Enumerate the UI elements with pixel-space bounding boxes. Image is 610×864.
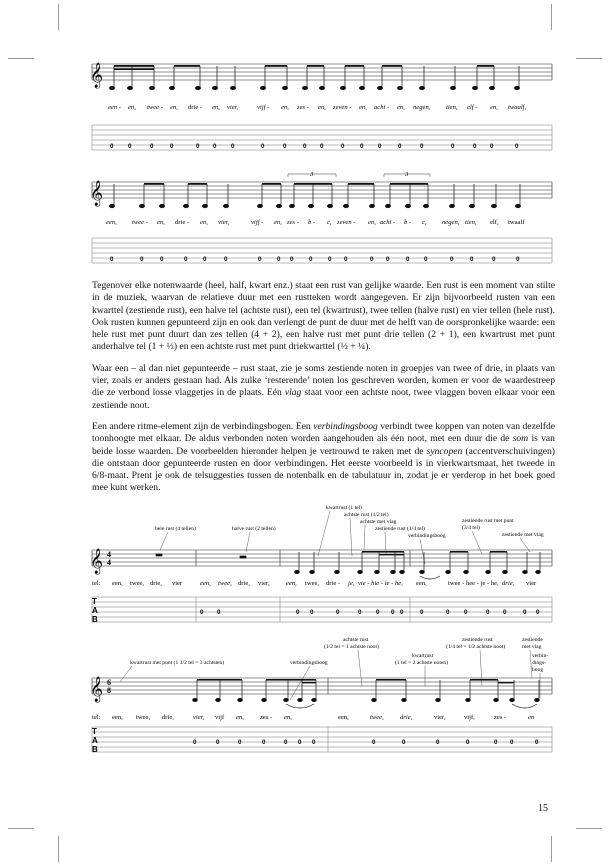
lyric: b - (404, 219, 412, 226)
music-example-row-1 (0, 0, 610, 160)
tab-numbers-row-1 (110, 143, 519, 150)
count: drie, (400, 714, 413, 721)
count: drie, (150, 580, 162, 587)
lyrics-row-1 (108, 104, 526, 111)
annotation-label: zestiende rust (1/4 tel) (375, 526, 425, 532)
lyric: vier, (227, 104, 239, 111)
lyric: drie - (188, 104, 203, 111)
tab-number: 0 (470, 256, 474, 263)
beams-row-2 (144, 183, 428, 185)
tab-numbers-row-2 (110, 256, 520, 263)
tab-number: 0 (486, 609, 490, 616)
count-label: tel: (92, 580, 101, 587)
tab-number: 0 (110, 256, 114, 263)
annotation-label: (1/4 tel = 1/2 achtste noot) (446, 644, 506, 650)
count: drie - (326, 580, 341, 587)
count: je, (348, 580, 355, 587)
tab-number: 0 (510, 739, 514, 746)
notes-row-1 (109, 66, 519, 90)
annotation-label: (1/2 tel = 1 achtste noot) (324, 644, 379, 650)
tab-number: 0 (213, 143, 217, 150)
tab-number: 0 (160, 256, 164, 263)
lyric: en, (490, 104, 498, 111)
tab-number: 0 (535, 739, 539, 746)
annotation-label: zestiende met vlag (502, 532, 544, 538)
triplet-number: 3 (405, 171, 409, 178)
tab-number: 0 (193, 739, 197, 746)
tab-number: 0 (312, 739, 316, 746)
tab-number: 0 (398, 143, 402, 150)
tab-number: 0 (262, 739, 266, 746)
paragraph: Waar een – al dan niet gepunteerde – rust staat, zie je soms zestiende noten in groepjes van twee of drie, in plaats van vier, zoals er anders gestaan had. Als zulke ‘resterende’ noten los geschreven worden, komen er voor de waardestreep die ze verbond losse vlaggetjes in de plaats. Eén vlag staat voor een achtste noot, twee vlaggen boven elkaar voor een zestiende noot. (92, 362, 555, 411)
lyric: b - (308, 219, 316, 226)
tab-letter: A (92, 606, 98, 615)
tab-number: 0 (238, 739, 242, 746)
lyric: acht - (380, 219, 396, 226)
annotation-label: dings- (532, 660, 546, 666)
annotation-label: hele rust (4 tellen) (155, 526, 196, 532)
count: twee, (218, 580, 232, 587)
crop-mark (58, 836, 59, 862)
time-signature-top: 4 (107, 550, 111, 559)
tab-number: 0 (283, 143, 287, 150)
tab-number: 0 (277, 256, 281, 263)
lyric: en, (170, 104, 178, 111)
tab-number: 0 (196, 143, 200, 150)
annotation-label: zestiende (522, 637, 543, 643)
count: een, (416, 580, 427, 587)
tab-letter: T (92, 597, 97, 606)
tab-number: 0 (110, 143, 114, 150)
count: vier, (258, 580, 270, 587)
tab-number: 0 (378, 143, 382, 150)
lyric: vijf - (257, 104, 270, 111)
tab-number: 0 (451, 143, 455, 150)
tab-number: 0 (473, 143, 477, 150)
body-text (92, 280, 555, 504)
page-number: 15 (538, 803, 548, 814)
notes-ex2 (193, 680, 540, 702)
lyric: elf - (467, 104, 478, 111)
tab-number: 0 (284, 739, 288, 746)
annotation-label: verbindingsboog (408, 533, 446, 539)
lyric: en, (368, 219, 376, 226)
tab-number: 0 (216, 739, 220, 746)
annotation-label: halve rust (2 tellen) (232, 526, 276, 532)
crop-mark (576, 828, 602, 829)
tab-number: 0 (140, 256, 144, 263)
count: een, (112, 714, 123, 721)
lyric: en, (281, 104, 289, 111)
lyric: twee - (132, 219, 148, 226)
lyric: een - (108, 104, 121, 111)
lyric: zeven - (333, 104, 352, 111)
staff-lines (92, 550, 552, 566)
lyric: vier, (218, 219, 230, 226)
tab-letter: A (92, 736, 98, 745)
beams-ex1 (362, 551, 507, 555)
annotation-label: (1 tel = 2 achtste noten) (395, 660, 449, 666)
rest-example-4-4 (0, 500, 610, 630)
beams-ex2 (197, 679, 514, 683)
crop-mark (551, 836, 552, 862)
music-example-row-2 (0, 160, 610, 270)
count: drie, (502, 580, 515, 587)
tie (512, 704, 537, 708)
tab-number: 0 (336, 609, 340, 616)
tab-number: 0 (320, 143, 324, 150)
treble-clef: 𝄞 (90, 181, 104, 206)
beams-row-1 (114, 65, 494, 70)
lyric: acht - (374, 104, 390, 111)
tab-number: 0 (503, 609, 507, 616)
tab-number: 0 (217, 609, 221, 616)
lyric: vijf - (251, 219, 264, 226)
tab-number: 0 (386, 256, 390, 263)
lyric: en, (128, 104, 136, 111)
tab-number: 0 (536, 609, 540, 616)
treble-clef: 𝄞 (90, 677, 104, 702)
lyric: zeven - (337, 219, 356, 226)
lyric: en, (157, 219, 165, 226)
count: en (528, 714, 535, 721)
tab-number: 0 (309, 256, 313, 263)
time-signature-top: 6 (107, 678, 111, 687)
tab-label (92, 597, 98, 624)
annotation-label: kwartrust met punt (1 1/2 tel = 3 achtsten) (130, 660, 225, 666)
tab-number: 0 (358, 609, 362, 616)
tab-letter: T (92, 727, 97, 736)
annotations-ex2 (130, 637, 548, 673)
annotation-label: kwartrust (1 tel) (326, 505, 363, 511)
tab-number: 0 (310, 609, 314, 616)
lyrics-row-2 (106, 219, 525, 226)
tab-number: 0 (516, 256, 520, 263)
tab-number: 0 (200, 609, 204, 616)
lyric: twee - (147, 104, 163, 111)
rest-example-6-8 (0, 628, 610, 760)
tab-number: 0 (490, 143, 494, 150)
lyric: en, (200, 219, 208, 226)
tab-number: 0 (344, 256, 348, 263)
lyric: tien, (465, 219, 477, 226)
count: en, (236, 714, 244, 721)
count: twee, (305, 580, 320, 587)
count-label: tel: (92, 714, 101, 721)
counts-ex2 (112, 714, 535, 721)
annotation-label: achtste rust (343, 637, 369, 643)
tab-numbers-ex2 (193, 739, 539, 746)
tab-number: 0 (303, 143, 307, 150)
tab-letter: B (92, 745, 98, 754)
lyric: twaalf, (508, 104, 527, 111)
count: vier (526, 580, 537, 587)
tab-number: 0 (466, 739, 470, 746)
count: vier, (434, 714, 446, 721)
tab-number: 0 (372, 739, 376, 746)
lyric: zes - (297, 104, 309, 111)
tab-number: 0 (464, 609, 468, 616)
tab-number: 0 (494, 739, 498, 746)
tab-number: 0 (170, 143, 174, 150)
count: twee - hee - je - he, (448, 580, 499, 587)
count: vie - hie - te - he, (358, 580, 403, 587)
tab-number: 0 (258, 256, 262, 263)
tab-number: 0 (450, 256, 454, 263)
notes-ex1 (156, 552, 540, 574)
lyric: negen, (413, 104, 431, 111)
lyric: negen, (442, 219, 460, 226)
tab-number: 0 (424, 256, 428, 263)
lyric: een, (106, 219, 117, 226)
annotation-label: (3/4 tel) (462, 525, 480, 531)
tab-label (92, 727, 98, 754)
tab-number: 0 (298, 739, 302, 746)
tab-number: 0 (420, 143, 424, 150)
tab-number: 0 (224, 256, 228, 263)
tab-number: 0 (406, 256, 410, 263)
count: en, (284, 714, 292, 721)
lyric: zes - (287, 219, 299, 226)
tie (286, 704, 314, 708)
lyric: en, (359, 104, 367, 111)
annotation-leaders (120, 650, 540, 700)
tab-number: 0 (370, 256, 374, 263)
time-signature-bottom: 4 (107, 558, 111, 567)
count: een, (338, 714, 349, 721)
lyric: twaalf (508, 219, 525, 226)
lyric: en, (274, 219, 282, 226)
count: drie, (238, 580, 250, 587)
tie (420, 576, 440, 579)
tab-number: 0 (391, 609, 395, 616)
tab-number: 0 (436, 739, 440, 746)
tab-number: 0 (515, 143, 519, 150)
lyric: en, (318, 104, 326, 111)
count: vijf (215, 714, 225, 721)
count: zes - (494, 714, 507, 721)
tab-number: 0 (328, 256, 332, 263)
tab-number: 0 (203, 256, 207, 263)
annotation-label: kwartrust (412, 653, 434, 659)
lyric: en, (212, 104, 220, 111)
tab-number: 0 (128, 143, 132, 150)
count: vijf, (464, 714, 475, 721)
lyric: tien, (446, 104, 458, 111)
tab-number: 0 (523, 609, 527, 616)
count: een, (286, 580, 297, 587)
tab-number: 0 (376, 609, 380, 616)
count: vier (172, 580, 183, 587)
tab-number: 0 (446, 609, 450, 616)
tab-number: 0 (341, 143, 345, 150)
count: drie, (162, 714, 174, 721)
tab-number: 0 (261, 143, 265, 150)
paragraph: Tegenover elke notenwaarde (heel, half, kwart enz.) staat een rust van gelijke waarde. Een rust is een moment van stilte in de muziek, waarvan de relatieve duur met een rustteken wordt aangegeven. Er zijn bijvoorbeeld rusten van een kwarttel (zestiende rust), een halve tel (achtste rust), een tel (kwartrust), twee tellen (halve rust) en vier tellen (hele rust). Ook rusten kunnen gepunteerd zijn en ook dan verlengt de punt de duur met de helft van de oorspronkelijke waarde: een hele rust met punt duurt dan zes tellen (4 + 2), een halve rust met punt drie tellen (2 + 1), een kwartrust met punt anderhalve tel (1 + ½) en een achtste rust met punt driekwarttel (½ + ¼). (92, 280, 555, 353)
count: twee, (370, 714, 384, 721)
tab-number: 0 (360, 143, 364, 150)
tab-letter: B (92, 615, 98, 624)
annotation-label: achtste met vlag (360, 519, 397, 525)
tab-number: 0 (492, 256, 496, 263)
treble-clef: 𝄞 (90, 549, 104, 574)
tab-staff (92, 727, 552, 752)
tab-number: 0 (420, 609, 424, 616)
tab-number: 0 (290, 256, 294, 263)
annotation-label: met vlag (522, 644, 542, 650)
tab-number: 0 (231, 143, 235, 150)
annotation-label: verbin- (532, 653, 549, 659)
count: twee, (136, 714, 151, 721)
lyric: elf, (490, 219, 499, 226)
count: vier, (193, 714, 205, 721)
tab-number: 0 (184, 256, 188, 263)
annotation-label: verbindingsboog (290, 660, 328, 666)
tab-number: 0 (402, 739, 406, 746)
lyric: en, (397, 104, 405, 111)
count: een, (112, 580, 123, 587)
annotation-label: zestiende rust (462, 637, 493, 643)
annotations-ex1 (155, 504, 544, 539)
lyric: c, (327, 219, 332, 226)
tab-numbers-ex1 (200, 609, 540, 616)
time-signature-bottom: 8 (107, 686, 111, 695)
tab-number: 0 (400, 609, 404, 616)
count: zes - (260, 714, 273, 721)
lyric: c, (422, 219, 427, 226)
ties-ex2 (286, 704, 537, 708)
paragraph: Een andere ritme-element zijn de verbindingsbogen. Een verbindingsboog verbindt twee koppen van noten van dezelfde toonhoogte met elkaar. De aldus verbonden noten worden aangehouden als één noot, met een duur die de som is van beide losse waarden. De voorbeelden hieronder helpen je vertrouwd te raken met de syncopen (accentverschuivingen) die ontstaan door gepunteerde rusten en door verbindingen. Het eerste voorbeeld is in vierkwartsmaat, het tweede in 6/8-maat. Prent je ook de telsuggesties tussen de notenbalk en de tabulatuur in, zodat je er verderop in het boek goed mee kunt werken. (92, 420, 556, 494)
annotation-label: achtste rust (1/2 tel) (344, 512, 389, 518)
notes-row-2 (109, 184, 520, 208)
counts-ex1 (112, 580, 537, 587)
tab-staff (92, 597, 552, 622)
lyric: drie - (175, 219, 190, 226)
tab-number: 0 (296, 609, 300, 616)
annotation-label: boog (532, 667, 544, 673)
treble-clef: 𝄞 (90, 63, 104, 88)
count: een, (200, 580, 211, 587)
crop-mark (8, 828, 34, 829)
count: twee, (130, 580, 145, 587)
tab-number: 0 (150, 143, 154, 150)
triplet-number: 3 (310, 171, 314, 178)
annotation-label: zestiende rust met punt (462, 518, 514, 524)
